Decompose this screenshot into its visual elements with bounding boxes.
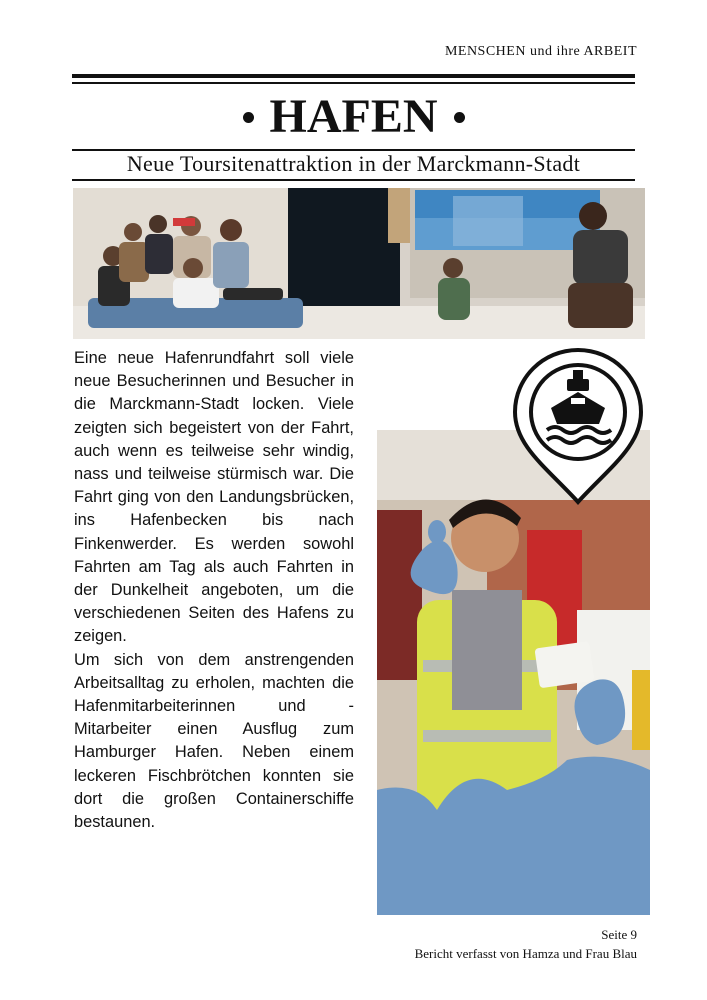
- group-photo: [73, 188, 645, 339]
- ship-location-pin-icon: [511, 346, 645, 506]
- article-paragraph-1: Eine neue Hafenrundfahrt soll viele neue Besucherinnen und Besucher in die Marckmann-Stadt locken. Viele zeigten sich begeistert von der Fahrt, auch wenn es teilweise sehr windig, nass und teilweise stürmisch war. Die Fahrt ging von den Landungsbrücken, ins Hafenbecken bis nach Finkenwerder. Es werden sowohl Fahrten am Tag als auch Fahrten in der Dunkelheit angeboten, um die verschiedenen Seiten des Hafens zu zeigen.: [74, 349, 354, 646]
- page-title: [72, 86, 635, 148]
- subtitle-rule-bottom: [72, 179, 635, 181]
- page-title-text: HAFEN: [269, 90, 438, 143]
- title-bullet-left: [243, 112, 254, 123]
- top-rule-thin: [72, 82, 635, 84]
- top-rule-thick: [72, 74, 635, 78]
- group-photo-illustration: [73, 188, 645, 339]
- section-label: MENSCHEN und ihre ARBEIT: [444, 44, 637, 59]
- subtitle: Neue Toursitenattraktion in der Marckmann-Stadt: [126, 151, 581, 176]
- report-credit: Bericht verfasst von Hamza und Frau Blau: [414, 946, 637, 961]
- page-number: Seite 9: [601, 927, 637, 942]
- title-bullet-right: [454, 112, 465, 123]
- article-body: [74, 347, 354, 834]
- article-paragraph-2: Um sich von dem anstrengenden Arbeitsalltag zu erholen, machten die Hafenmitarbeiterinnen und -Mitarbeiter einen Ausflug zum Hamburger Hafen. Neben einem leckeren Fischbrötchen konnten sie dort die großen Containerschiffe bestaunen.: [74, 650, 354, 832]
